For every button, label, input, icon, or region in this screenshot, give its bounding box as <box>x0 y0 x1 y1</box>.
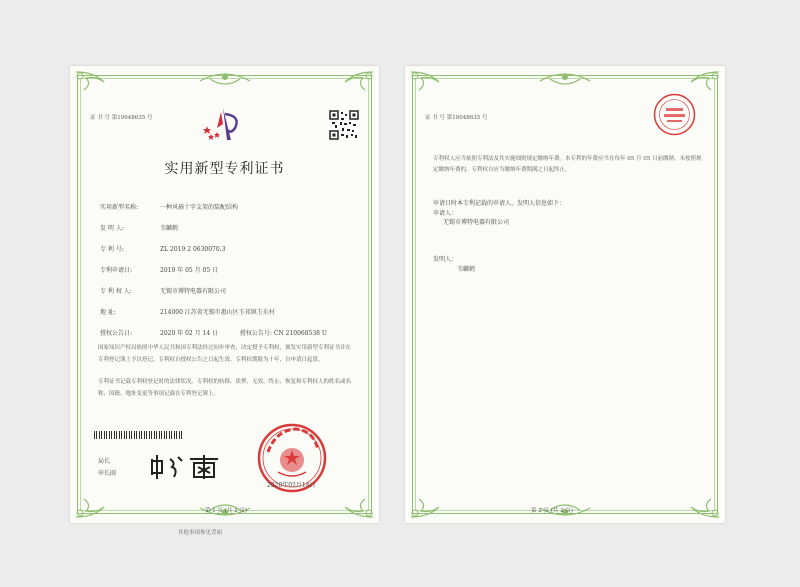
field-address: 地 址: 214000 江苏省无锡市惠山区玉祁镇玉东村 <box>100 309 275 316</box>
page-border-inner <box>415 78 715 511</box>
official-seal-small-icon <box>652 92 697 137</box>
certificate-page-1 <box>70 66 379 523</box>
field-grant-date: 授权公告日: 2020 年 02 月 14 日 授权公告号: CN 210068538 U <box>100 330 327 337</box>
certificate-title: 实用新型专利证书 <box>164 161 285 177</box>
grant-statement-paragraph: 国家知识产权局依照中华人民共和国专利法经过初步审查，决定授予专利权，颁发实用新型专利证书并在专利登记簿上予以登记。专利权自授权公告之日起生效。专利权期限为十年，自申请日起算。 <box>98 345 352 363</box>
top-center-ornament <box>535 69 595 99</box>
corner-ornament-top-left <box>74 70 134 100</box>
qr-code-icon <box>329 110 359 140</box>
corner-ornament-top-right <box>315 70 375 100</box>
corner-ornament-bottom-right <box>661 489 721 519</box>
certificate-number: 证 书 号 第10048635 号 <box>90 115 153 121</box>
field-patentee: 专 利 权 人: 无锡市博特电器有限公司 <box>100 288 227 295</box>
inventor-label: 发明人： <box>433 256 458 263</box>
inventor-value: 韦麟鹤 <box>457 266 476 273</box>
corner-ornament-bottom-left <box>74 489 134 519</box>
director-signature-icon <box>148 451 234 481</box>
corner-ornament-top-left <box>409 70 469 100</box>
applicant-value: 无锡市博特电器有限公司 <box>443 219 510 226</box>
seal-date: 2020年02月14日 <box>267 482 316 489</box>
page-number: 第 2 页 (共 2 页) <box>531 508 574 514</box>
patent-office-logo-icon <box>201 104 246 144</box>
page-number: 第 1 页 (共 2 页) <box>205 508 248 514</box>
top-center-ornament <box>195 69 255 99</box>
certificate-page-2 <box>405 66 725 523</box>
field-utility-model-name: 实用新型名称: 一种风扇十字支架的装配结构 <box>100 204 239 211</box>
applicant-label: 申请人： <box>433 210 458 217</box>
legal-status-paragraph: 专利证书记载专利权登记时的法律状况。专利权的转移、质押、无效、终止、恢复和专利权人的姓名或名称、国籍、地址变更等事项记载在专利登记簿上。 <box>98 379 352 397</box>
caption-note: 其他事项参见背面 <box>178 530 223 536</box>
director-title: 局长 <box>98 458 111 465</box>
corner-ornament-bottom-left <box>409 489 469 519</box>
bottom-center-ornament <box>535 490 595 520</box>
field-application-date: 专利申请日: 2019 年 05 月 05 日 <box>100 267 219 274</box>
applicant-info-title: 申请日时本专利记载的申请人、发明人信息如下： <box>433 200 566 207</box>
annual-fee-paragraph: 专利权人应当依照专利法及其实施细则规定缴纳年费。本专利的年费应当在每年 05 月 05 日前缴纳。未按照规定缴纳年费的，专利权自应当缴纳年费期满之日起终止。 <box>433 156 702 173</box>
barcode-icon <box>94 431 184 439</box>
field-inventor: 发 明 人: 韦麟鹤 <box>100 225 179 232</box>
bottom-center-ornament <box>195 490 255 520</box>
director-name: 申长雨 <box>98 470 117 477</box>
certificate-number: 证 书 号 第10048635 号 <box>425 115 488 121</box>
field-patent-number: 专 利 号: ZL 2019 2 0630070.3 <box>100 246 226 253</box>
